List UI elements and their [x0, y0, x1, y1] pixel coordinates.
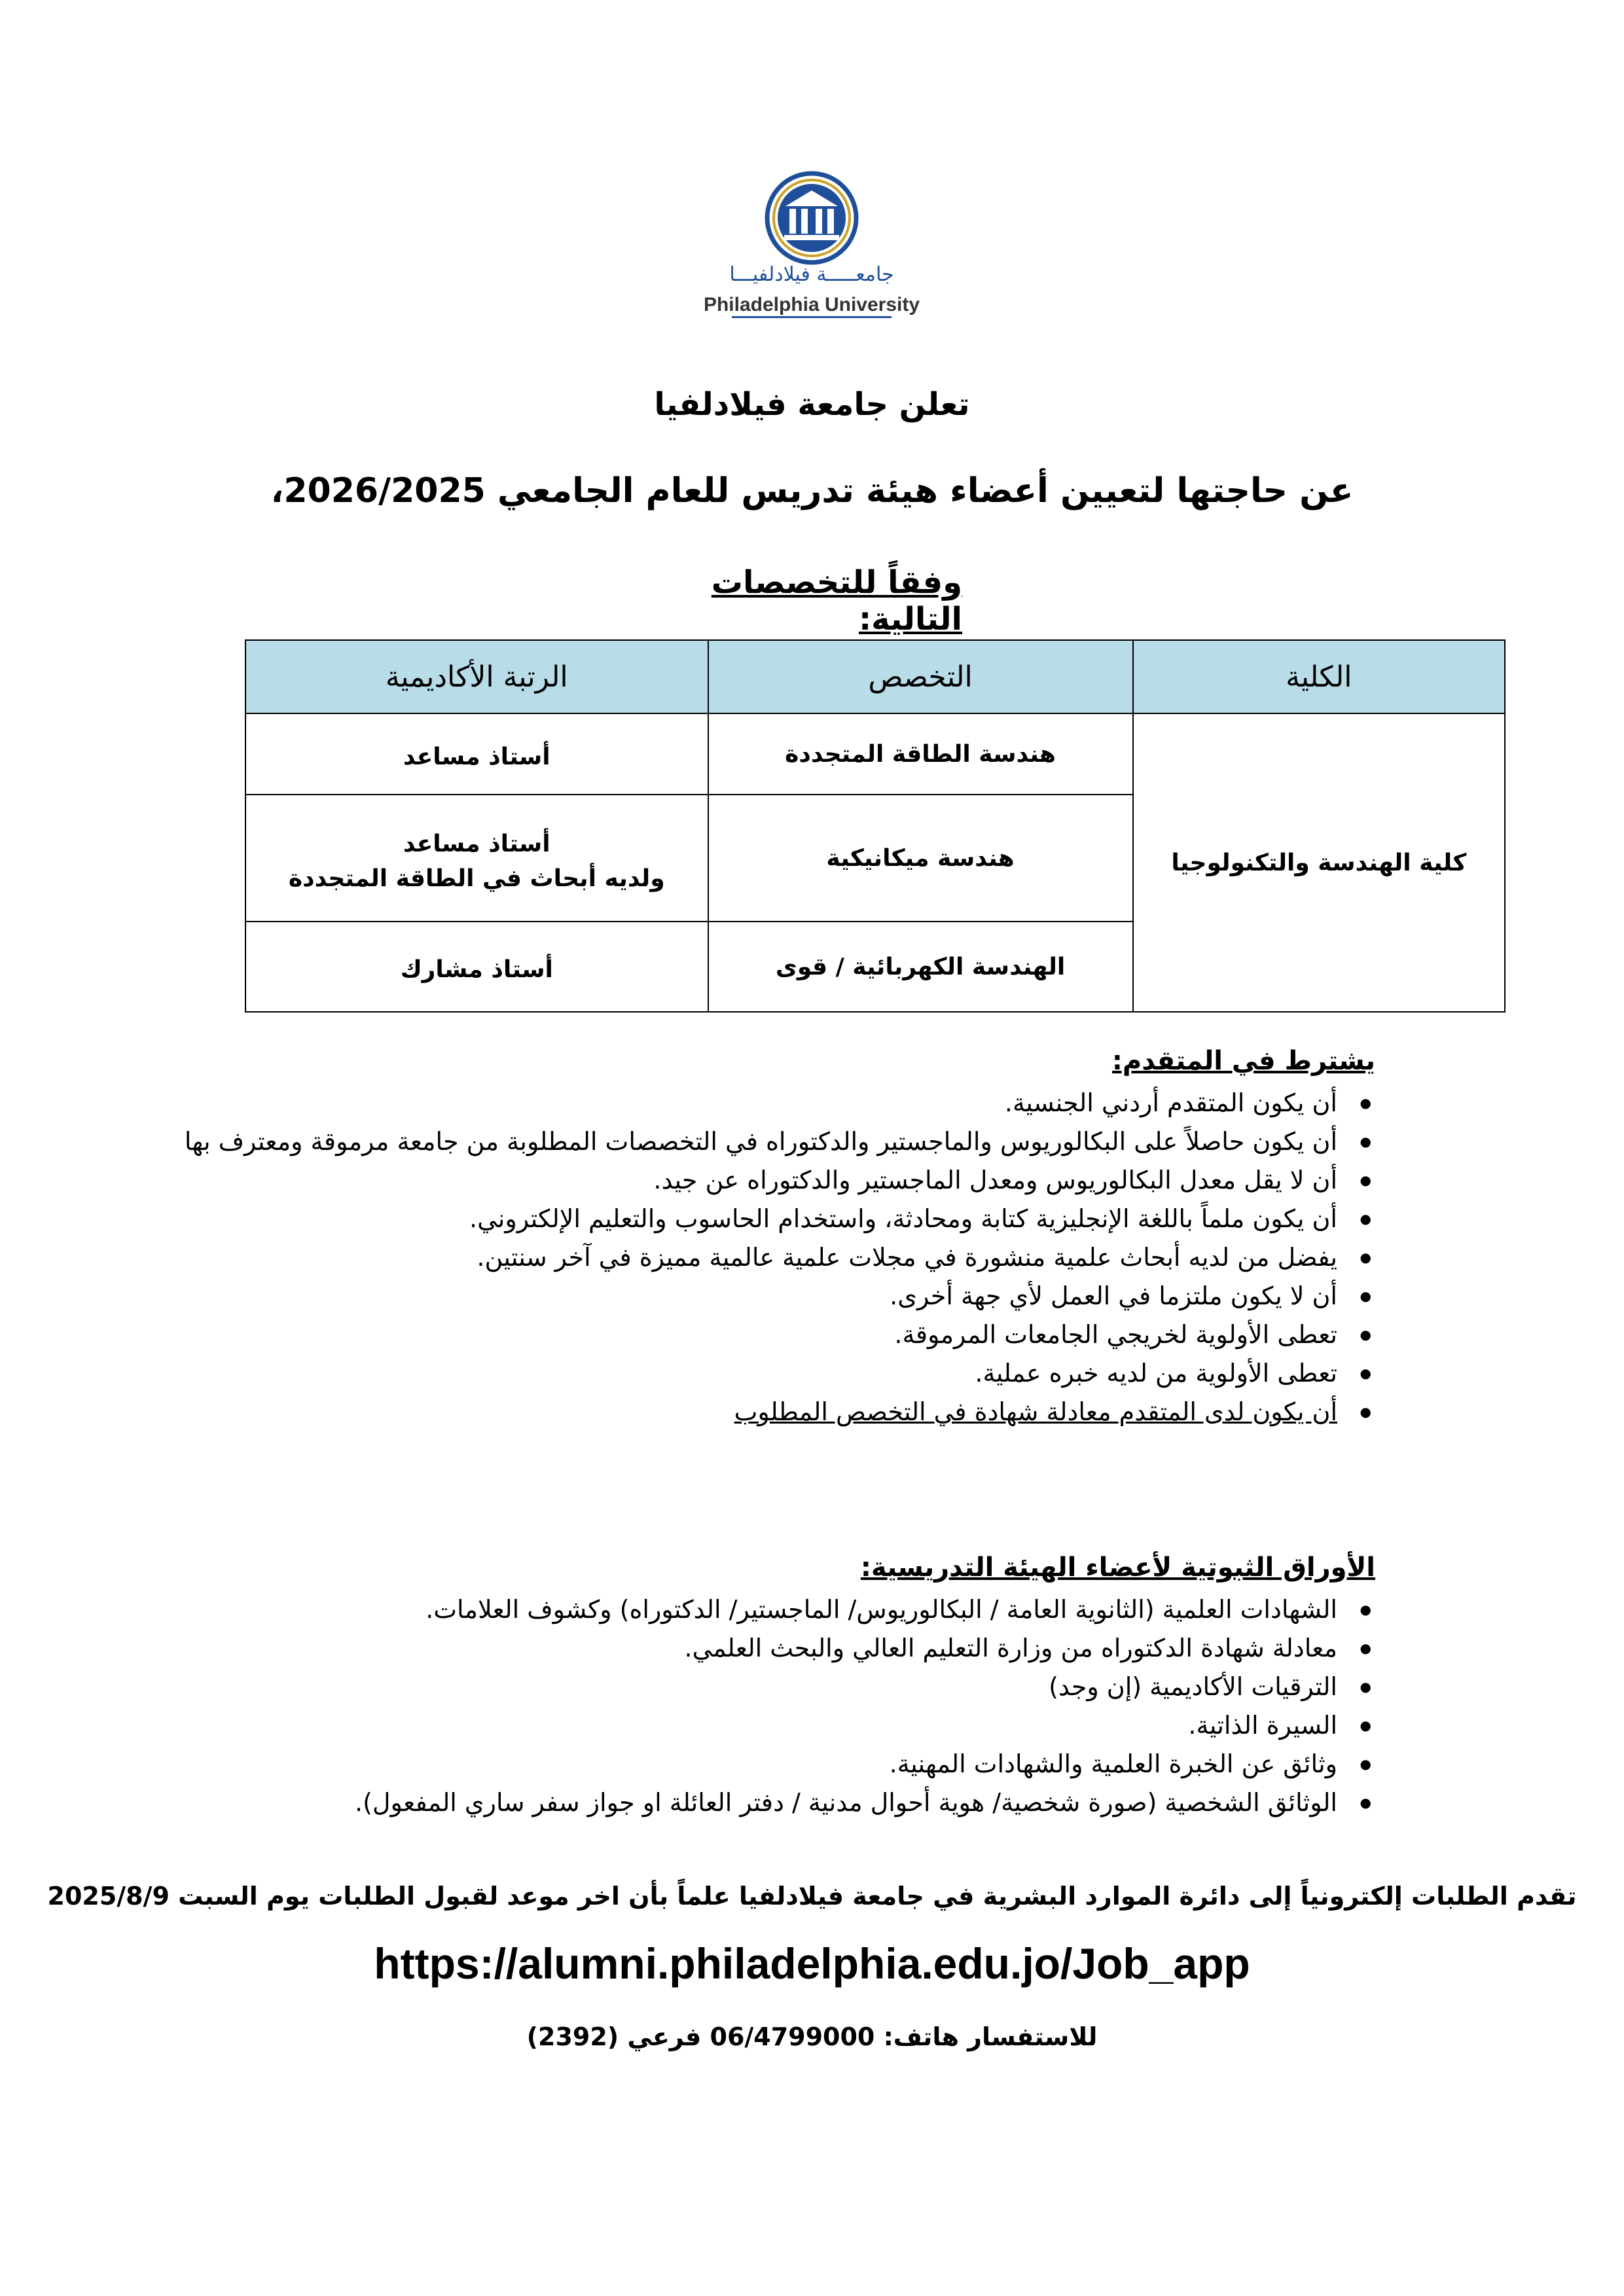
list-item: ● يفضل من لديه أبحاث علمية منشورة في مجلات علمية عالمية مميزة في آخر سنتين.: [92, 1238, 1375, 1277]
requirements-title: يشترط في المتقدم:: [1111, 1046, 1375, 1076]
list-item: ● السيرة الذاتية.: [92, 1706, 1375, 1745]
documents-list: [92, 1590, 1375, 1822]
col-rank-header: الرتبة الأكاديمية: [245, 640, 708, 713]
specialty-cell: هندسة الطاقة المتجددة: [708, 713, 1133, 795]
list-item: ● الشهادات العلمية (الثانوية العامة / البكالوريوس/ الماجستير/ الدكتوراه) وكشوف العلامات.: [92, 1590, 1375, 1629]
list-item: ● وثائق عن الخبرة العلمية والشهادات المهنية.: [92, 1745, 1375, 1784]
specialty-cell: هندسة ميكانيكية: [708, 795, 1133, 922]
col-college-header: الكلية: [1133, 640, 1505, 713]
announcement-heading: تعلن جامعة فيلادلفيا: [654, 386, 970, 423]
list-item: ● أن يكون حاصلاً على البكالوريوس والماجستير والدكتوراه في التخصصات المطلوبة من جامعة مرموقة ومعترف بها: [92, 1122, 1375, 1161]
documents-title: الأوراق الثبوتية لأعضاء الهيئة التدريسية:: [860, 1552, 1375, 1583]
specialties-table: [245, 639, 1506, 1013]
list-item: ● أن يكون ملماً باللغة الإنجليزية كتابة ومحادثة، واستخدام الحاسوب والتعليم الإلكتروني.: [92, 1200, 1375, 1238]
rank-title: أستاذ مساعد: [403, 831, 550, 858]
list-item: ● تعطى الأولوية لخريجي الجامعات المرموقة.: [92, 1316, 1375, 1354]
announcement-subheading: عن حاجتها لتعيين أعضاء هيئة تدريس للعام الجامعي 2026/2025،: [270, 471, 1354, 511]
specialties-intro: وفقاً للتخصصات التالية:: [711, 564, 962, 637]
rank-cell: [245, 795, 708, 922]
list-item: ● تعطى الأولوية من لديه خبره عملية.: [92, 1354, 1375, 1393]
table-header-row: [245, 640, 1505, 713]
list-item: ● أن يكون المتقدم أردني الجنسية.: [92, 1084, 1375, 1122]
requirements-section: [92, 1046, 1375, 1431]
requirements-list: [92, 1084, 1375, 1431]
rank-cell: [245, 922, 708, 1012]
college-cell: كلية الهندسة والتكنولوجيا: [1133, 713, 1505, 1012]
inquiry-phone: للاستفسار هاتف: 06/4799000 فرعي (2392): [526, 2022, 1098, 2051]
specialty-cell: الهندسة الكهربائية / قوى: [708, 922, 1133, 1012]
rank-title: أستاذ مساعد: [403, 744, 550, 771]
university-logo: [655, 167, 969, 324]
documents-section: [92, 1552, 1375, 1822]
list-item: ● الوثائق الشخصية (صورة شخصية/ هوية أحوال مدنية / دفتر العائلة او جواز سفر ساري المفعول).: [92, 1784, 1375, 1822]
list-item: ● الترقيات الأكاديمية (إن وجد): [92, 1668, 1375, 1706]
list-item: ● معادلة شهادة الدكتوراه من وزارة التعليم العالي والبحث العلمي.: [92, 1629, 1375, 1668]
list-item-text: أن يكون لدى المتقدم معادلة شهادة في التخصص المطلوب: [734, 1397, 1337, 1426]
submission-note: تقدم الطلبات إلكترونياً إلى دائرة الموارد البشرية في جامعة فيلادلفيا علماً بأن اخر موعد لقبول الطلبات يوم السبت 2025/8/9: [47, 1882, 1577, 1910]
logo-arabic-name: جامعـــــة فيلادلفيـــا: [729, 263, 894, 286]
logo-emblem: [655, 167, 969, 324]
list-item: ● أن لا يقل معدل البكالوريوس ومعدل الماجستير والدكتوراه عن جيد.: [92, 1161, 1375, 1200]
logo-english-name: Philadelphia University: [703, 294, 920, 315]
col-specialty-header: التخصص: [708, 640, 1133, 713]
rank-note: ولديه أبحاث في الطاقة المتجددة: [288, 865, 665, 892]
rank-title: أستاذ مشارك: [400, 956, 553, 984]
list-item: ● أن لا يكون ملتزما في العمل لأي جهة أخرى.: [92, 1277, 1375, 1316]
application-link[interactable]: https://alumni.philadelphia.edu.jo/Job_app: [374, 1939, 1250, 1988]
list-item: [92, 1393, 1375, 1431]
rank-cell: [245, 713, 708, 795]
table-row: [245, 713, 1505, 795]
